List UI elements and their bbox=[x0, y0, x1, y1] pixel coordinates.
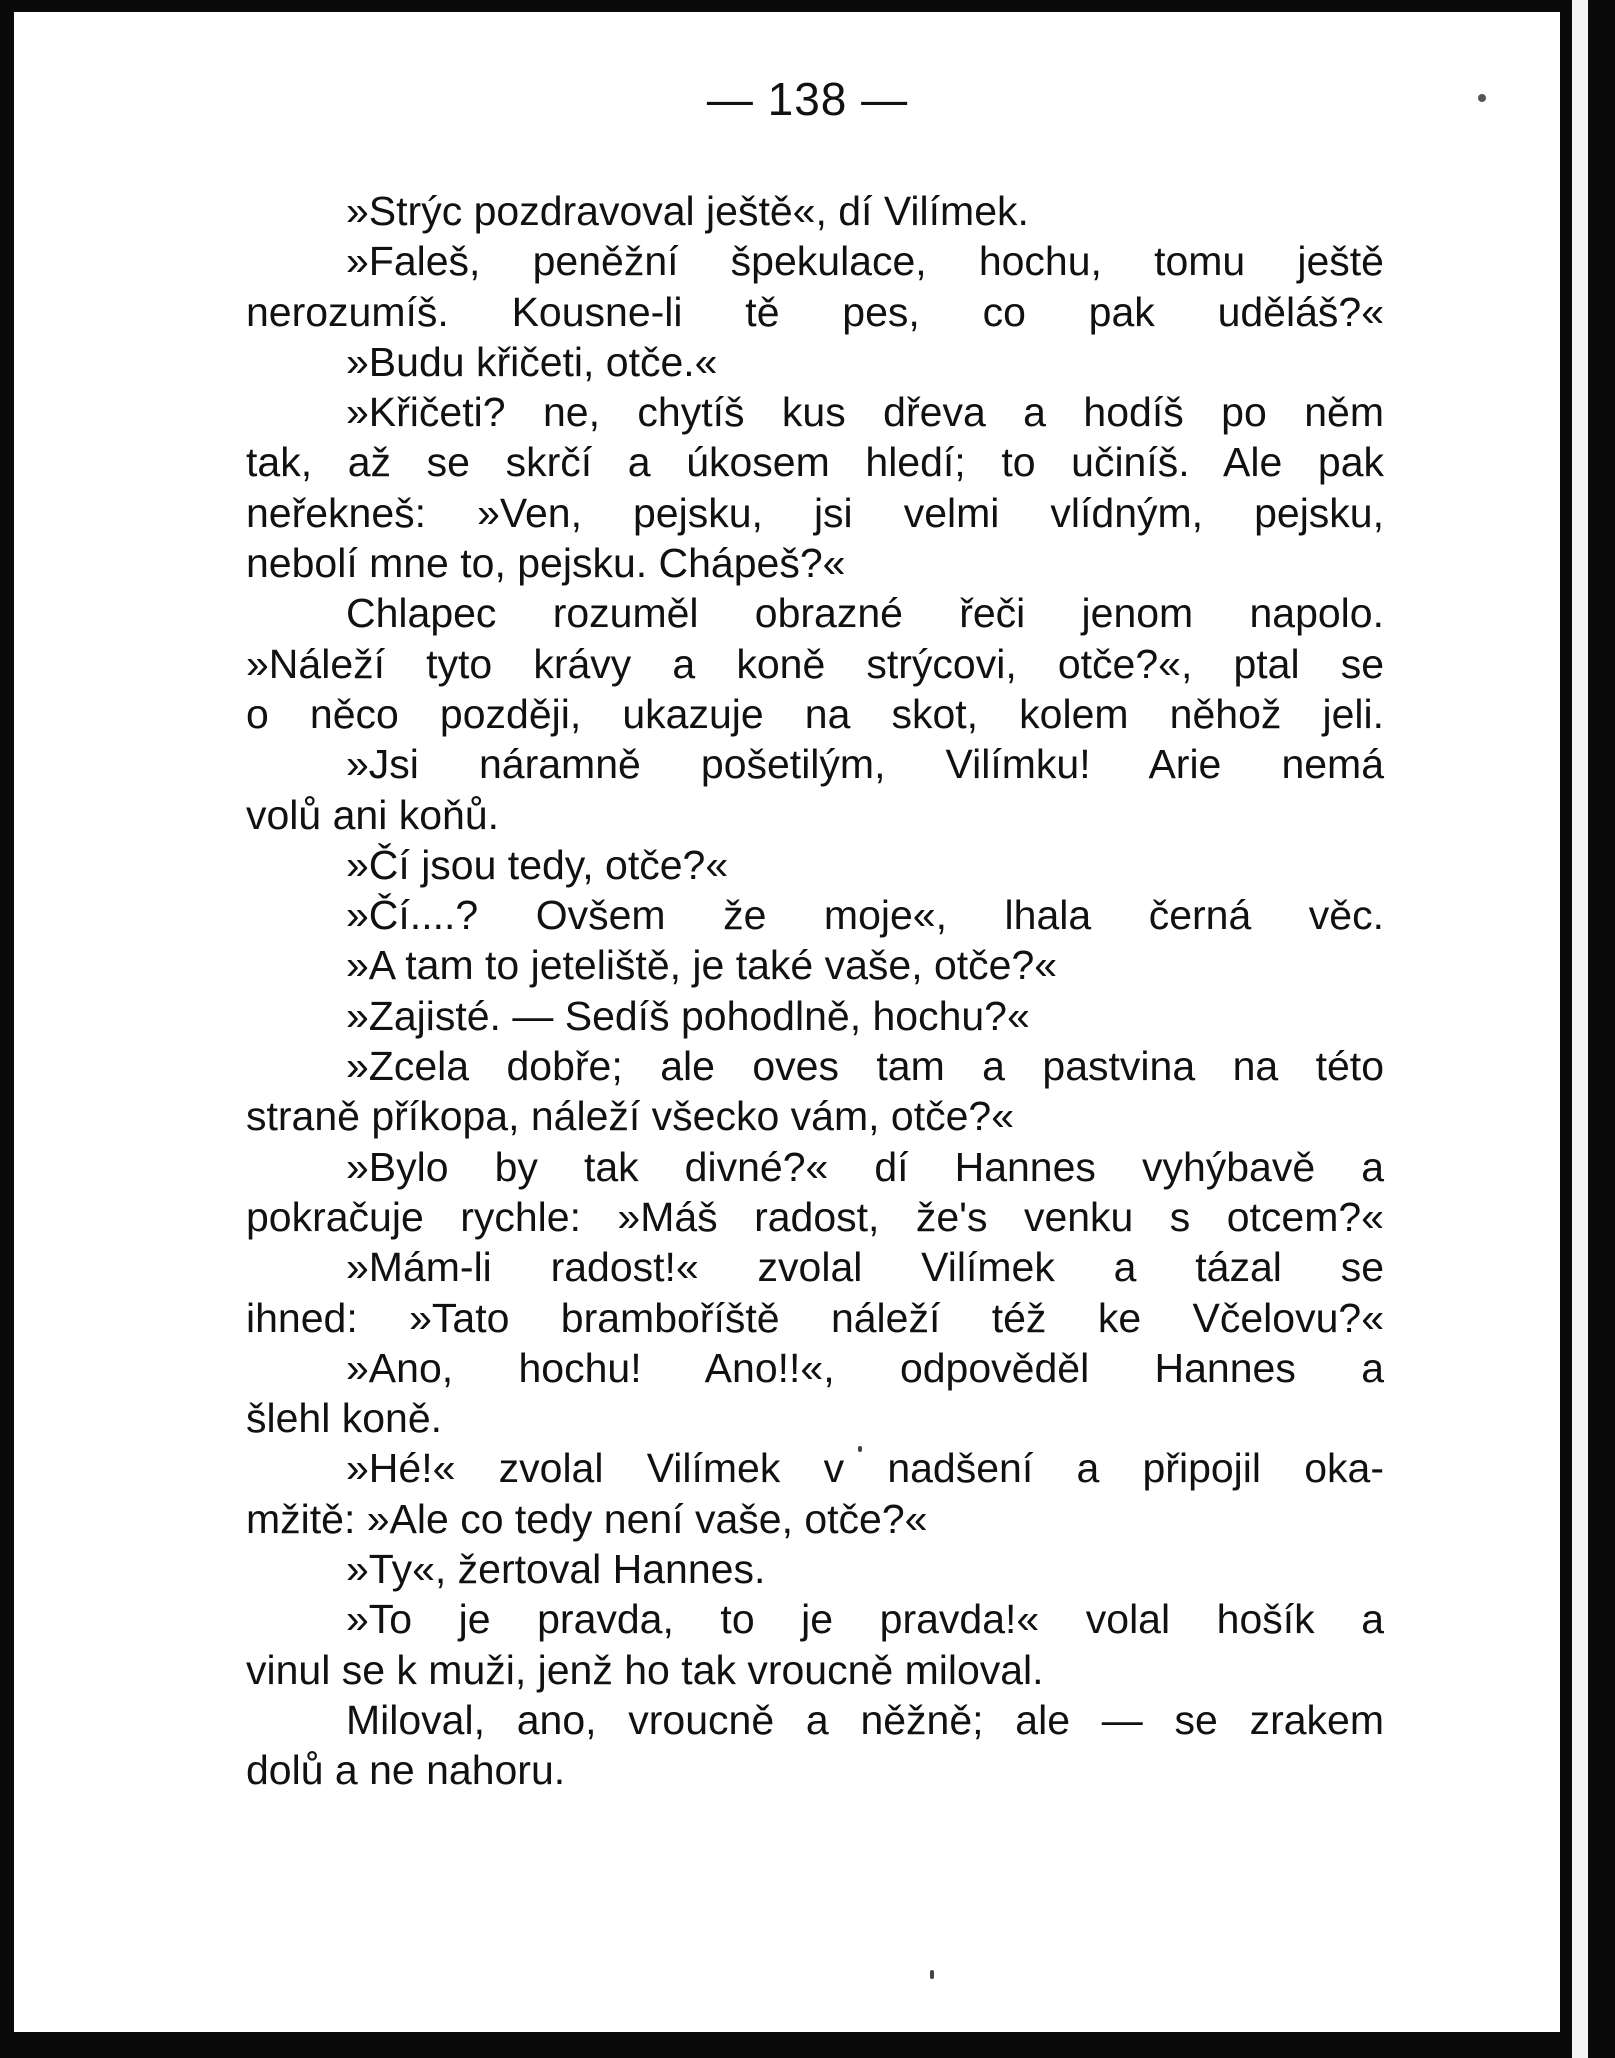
text-line: »Ano, hochu! Ano!!«, odpověděl Hannes a bbox=[346, 1344, 1384, 1391]
text-line: pokračuje rychle: »Máš radost, že's venku s otcem?« bbox=[246, 1193, 1384, 1240]
text-line: »Ty«, žertoval Hannes. bbox=[346, 1546, 766, 1593]
text-line: vinul se k muži, jenž ho tak vroucně miloval. bbox=[246, 1646, 1044, 1693]
text-line: straně příkopa, náleží všecko vám, otče?« bbox=[246, 1093, 1015, 1140]
text-line: Chlapec rozuměl obrazné řeči jenom napolo. bbox=[346, 590, 1384, 637]
text-line: »Hé!« zvolal Vilímek v nadšení a připojil oka- bbox=[346, 1445, 1384, 1492]
page-number: — 138 — bbox=[706, 73, 909, 125]
scan-border-left bbox=[0, 0, 14, 2058]
text-line: »Strýc pozdravoval ještě«, dí Vilímek. bbox=[346, 188, 1029, 234]
text-line: ihned: »Tato bramboříště náleží též ke Včelovu?« bbox=[246, 1294, 1384, 1341]
speck-mark bbox=[930, 1970, 934, 1979]
text-line: »A tam to jeteliště, je také vaše, otče?« bbox=[346, 942, 1058, 989]
text-line: »Faleš, peněžní špekulace, hochu, tomu ještě bbox=[346, 238, 1384, 285]
text-line: Miloval, ano, vroucně a něžně; ale — se zrakem bbox=[346, 1696, 1384, 1743]
adjacent-page-edge bbox=[1572, 0, 1588, 2058]
text-line: »Čí jsou tedy, otče?« bbox=[346, 841, 729, 888]
scan-border-top bbox=[0, 0, 1615, 12]
text-line: neřekneš: »Ven, pejsku, jsi velmi vlídným, pejsku, bbox=[246, 489, 1384, 536]
text-line: nerozumíš. Kousne-li tě pes, co pak uděláš?« bbox=[246, 288, 1384, 335]
text-line: »Bylo by tak divné?« dí Hannes vyhýbavě a bbox=[346, 1143, 1384, 1190]
text-line: nebolí mne to, pejsku. Chápeš?« bbox=[246, 540, 846, 587]
text-line: »To je pravda, to je pravda!« volal hošík a bbox=[346, 1596, 1384, 1643]
text-line: »Zajisté. — Sedíš pohodlně, hochu?« bbox=[346, 992, 1030, 1039]
text-line: »Křičeti? ne, chytíš kus dřeva a hodíš po něm bbox=[346, 389, 1384, 436]
text-line: dolů a ne nahoru. bbox=[246, 1747, 566, 1794]
text-line: o něco později, ukazuje na skot, kolem něhož jeli. bbox=[246, 690, 1384, 737]
text-line: volů ani koňů. bbox=[246, 791, 500, 838]
text-line: »Zcela dobře; ale oves tam a pastvina na této bbox=[346, 1043, 1384, 1090]
text-line: tak, až se skrčí a úkosem hledí; to učiníš. Ale pak bbox=[246, 439, 1384, 486]
text-line: šlehl koně. bbox=[246, 1395, 443, 1442]
text-line: »Budu křičeti, otče.« bbox=[346, 338, 718, 385]
text-line: »Náleží tyto krávy a koně strýcovi, otče?«, ptal se bbox=[246, 640, 1384, 687]
text-line: »Čí....? Ovšem že moje«, lhala černá věc. bbox=[346, 892, 1384, 939]
text-line: mžitě: »Ale co tedy není vaše, otče?« bbox=[246, 1495, 928, 1542]
text-line: »Mám-li radost!« zvolal Vilímek a tázal se bbox=[346, 1244, 1384, 1291]
text-line: »Jsi náramně pošetilým, Vilímku! Arie nemá bbox=[346, 741, 1384, 788]
body-text bbox=[246, 186, 1384, 1796]
scan-border-bottom bbox=[0, 2032, 1615, 2058]
scan-border-right-outer bbox=[1588, 0, 1615, 2058]
